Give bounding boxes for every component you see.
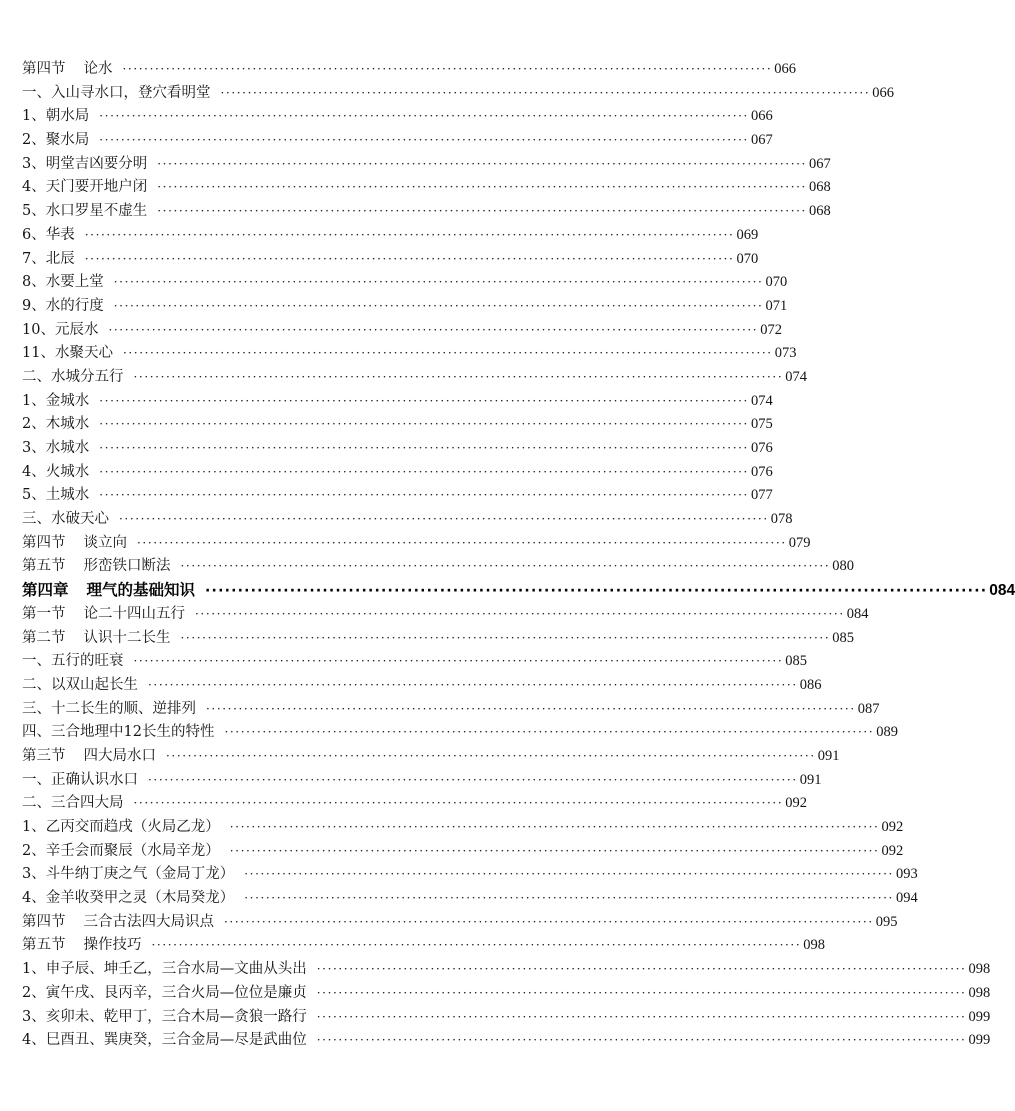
toc-page-number: 066 <box>750 108 773 125</box>
toc-page-number: 091 <box>817 747 840 764</box>
toc-entry-title <box>22 934 142 958</box>
toc-entry-title <box>22 319 98 343</box>
toc-dot-leader: ························································································································ <box>157 156 807 171</box>
toc-dot-leader: ························································································································ <box>151 938 802 953</box>
toc-entry-label: 3、亥卯未、乾甲丁，三合木局—贪狼一路行 <box>22 1008 307 1025</box>
toc-dot-leader: ························································································································ <box>99 417 749 432</box>
toc-item-row <box>22 295 788 319</box>
toc-page-number: 094 <box>895 890 918 907</box>
toc-page-number: 068 <box>808 179 831 196</box>
toc-dot-leader: ························································································································ <box>229 843 880 858</box>
toc-page-number: 072 <box>760 321 782 338</box>
toc-section-row <box>22 911 898 935</box>
toc-page-number: 091 <box>799 771 822 788</box>
toc-dot-leader: ························································································································ <box>157 204 807 219</box>
toc-item-row <box>22 176 831 200</box>
toc-entry-label: 第四章 <box>22 581 69 600</box>
toc-page-number: 092 <box>881 842 904 859</box>
toc-entry-title <box>22 603 185 627</box>
toc-page-number: 076 <box>750 440 773 456</box>
toc-page-number: 068 <box>808 203 831 220</box>
toc-page-number: 080 <box>832 558 854 575</box>
toc-page-number: 085 <box>785 653 807 670</box>
toc-page-number: 093 <box>895 866 918 883</box>
toc-entry-title <box>22 366 124 390</box>
toc-dot-leader: ························································································································ <box>99 488 749 503</box>
toc-section-row <box>22 603 869 627</box>
toc-entry-subtitle: 认识十二长生 <box>83 629 171 646</box>
toc-entry-subtitle: 论水 <box>83 61 113 77</box>
toc-entry-title <box>22 105 89 129</box>
toc-dot-leader: ························································································································ <box>99 464 749 479</box>
toc-dot-leader: ························································································································ <box>133 369 784 384</box>
toc-section-row <box>22 555 854 579</box>
toc-page-number: 089 <box>876 724 898 741</box>
toc-dot-leader: ························································································································ <box>148 772 798 787</box>
toc-entry-label: 一、入山寻水口，登穴看明堂 <box>22 84 211 101</box>
toc-dot-leader: ························································································································ <box>119 512 769 527</box>
toc-entry-title <box>22 248 75 272</box>
toc-dot-leader: ························································································································ <box>224 725 875 740</box>
toc-item-row <box>22 887 918 911</box>
toc-dot-leader: ························································································································ <box>99 393 749 408</box>
toc-item-row <box>22 413 773 437</box>
toc-dot-leader: ························································································································ <box>195 606 845 621</box>
toc-entry-label: 9、水的行度 <box>22 297 104 314</box>
toc-item-row <box>22 82 894 106</box>
toc-entry-label: 7、北辰 <box>22 250 75 267</box>
toc-entry-title <box>22 224 75 248</box>
toc-entry-title <box>22 698 196 722</box>
toc-entry-title <box>22 650 124 674</box>
toc-dot-leader: ························································································································ <box>206 701 856 716</box>
toc-page-number: 098 <box>803 937 825 954</box>
toc-item-row <box>22 390 773 414</box>
toc-item-row <box>22 674 822 698</box>
toc-entry-label: 3、斗牛纳丁庚之气（金局丁龙） <box>22 866 235 883</box>
toc-entry-title <box>22 484 89 508</box>
toc-entry-label: 3、水城水 <box>22 440 90 456</box>
toc-entry-subtitle: 形峦铁口断法 <box>83 558 171 575</box>
toc-entry-subtitle: 四大局水口 <box>83 747 156 764</box>
toc-entry-title <box>22 887 234 911</box>
toc-page-number: 092 <box>881 819 904 835</box>
toc-page-number: 074 <box>785 368 807 385</box>
toc-page-number: 075 <box>750 416 773 433</box>
toc-item-row <box>22 461 773 485</box>
toc-page-number: 099 <box>968 1032 991 1049</box>
toc-entry-label: 二、三合四大局 <box>22 795 124 812</box>
toc-item-row <box>22 484 773 508</box>
toc-entry-title <box>22 982 307 1006</box>
toc-entry-label: 4、巳酉丑、巽庚癸，三合金局—尽是武曲位 <box>22 1032 307 1049</box>
toc-page-number: 073 <box>774 345 797 362</box>
toc-entry-label: 2、木城水 <box>22 416 90 433</box>
toc-entry-label: 4、火城水 <box>22 463 90 480</box>
toc-dot-leader: ························································································································ <box>166 748 816 763</box>
toc-item-row <box>22 1006 991 1030</box>
toc-dot-leader: ························································································································ <box>113 275 764 290</box>
toc-item-row <box>22 863 918 887</box>
toc-entry-title <box>22 437 89 461</box>
toc-item-row <box>22 840 904 864</box>
toc-entry-title <box>22 176 147 200</box>
toc-entry-label: 二、水城分五行 <box>22 368 124 385</box>
toc-item-row <box>22 792 807 816</box>
toc-entry-label: 第五节 <box>22 937 66 954</box>
toc-page-number: 099 <box>968 1008 991 1025</box>
toc-entry-title <box>22 200 147 224</box>
toc-section-row <box>22 627 854 651</box>
toc-item-row <box>22 721 898 745</box>
toc-dot-leader: ························································································································ <box>316 962 967 977</box>
toc-entry-label: 第四节 <box>22 534 66 551</box>
toc-page-number: 084 <box>989 582 1015 600</box>
toc-entry-label: 4、金羊收癸甲之灵（木局癸龙） <box>22 890 235 907</box>
toc-entry-title <box>22 721 214 745</box>
toc-item-row <box>22 650 807 674</box>
toc-entry-title <box>22 532 127 556</box>
toc-entry-title <box>22 342 113 366</box>
toc-dot-leader: ························································································································ <box>224 914 874 929</box>
toc-entry-label: 2、辛壬会而聚辰（水局辛龙） <box>22 842 220 859</box>
toc-entry-label: 1、乙丙交而趋戌（火局乙龙） <box>22 819 220 835</box>
toc-entry-title <box>22 674 138 698</box>
toc-page-number: 066 <box>872 84 894 101</box>
toc-entry-subtitle: 谈立向 <box>83 534 127 551</box>
toc-entry-title <box>22 271 104 295</box>
toc-entry-title <box>22 82 211 106</box>
toc-entry-subtitle: 三合古法四大局识点 <box>83 913 214 930</box>
toc-entry-label: 2、寅午戌、艮丙辛，三合火局—位位是廉贞 <box>22 984 307 1001</box>
toc-entry-title <box>22 792 124 816</box>
toc-entry-title <box>22 153 147 177</box>
toc-dot-leader: ························································································································ <box>137 535 787 550</box>
toc-item-row <box>22 153 831 177</box>
toc-page-number: 079 <box>788 534 811 551</box>
toc-entry-label: 1、朝水局 <box>22 108 90 125</box>
toc-page-number: 074 <box>750 392 773 409</box>
toc-entry-title <box>22 508 109 532</box>
toc-entry-title <box>22 579 195 603</box>
toc-item-row <box>22 224 759 248</box>
toc-item-row <box>22 958 991 982</box>
toc-entry-label: 一、正确认识水口 <box>22 771 138 788</box>
toc-dot-leader: ························································································································ <box>84 251 735 266</box>
toc-dot-leader: ························································································································ <box>205 583 988 600</box>
toc-entry-label: 3、明堂吉凶要分明 <box>22 155 148 172</box>
toc-entry-title <box>22 413 89 437</box>
toc-item-row <box>22 982 991 1006</box>
toc-dot-leader: ························································································································ <box>180 559 831 574</box>
toc-entry-title <box>22 555 171 579</box>
toc-dot-leader: ························································································································ <box>316 1033 967 1048</box>
toc-entry-label: 8、水要上堂 <box>22 274 104 291</box>
toc-entry-label: 6、华表 <box>22 226 75 243</box>
toc-item-row <box>22 105 773 129</box>
toc-entry-subtitle: 理气的基础知识 <box>86 581 196 600</box>
toc-entry-title <box>22 627 171 651</box>
toc-entry-label: 第四节 <box>22 913 66 930</box>
toc-item-row <box>22 816 904 840</box>
toc-entry-title <box>22 390 89 414</box>
toc-entry-title <box>22 129 89 153</box>
toc-entry-label: 四、三合地理中12长生的特性 <box>22 724 215 741</box>
toc-section-row <box>22 532 811 556</box>
toc-entry-title <box>22 840 220 864</box>
toc-item-row <box>22 342 797 366</box>
toc-entry-title <box>22 816 220 840</box>
toc-dot-leader: ························································································································ <box>122 62 773 76</box>
toc-item-row <box>22 129 773 153</box>
toc-dot-leader: ························································································································ <box>157 180 807 195</box>
toc-page-number: 069 <box>736 226 759 243</box>
toc-dot-leader: ························································································································ <box>108 322 759 337</box>
toc-page-number: 085 <box>832 629 854 646</box>
toc-dot-leader: ························································································································ <box>113 298 764 313</box>
toc-page-number: 066 <box>774 61 796 77</box>
toc-entry-title <box>22 58 113 82</box>
toc-page-number: 071 <box>765 297 788 314</box>
toc-entry-title <box>22 295 104 319</box>
toc-item-row <box>22 698 880 722</box>
toc-item-row <box>22 248 759 272</box>
toc-entry-label: 5、水口罗星不虚生 <box>22 203 148 220</box>
toc-dot-leader: ························································································································ <box>229 820 880 834</box>
toc-chapter-row <box>22 579 1015 603</box>
toc-section-row <box>22 745 840 769</box>
toc-page-number: 098 <box>968 984 991 1001</box>
toc-entry-label: 三、十二长生的顺、逆排列 <box>22 700 196 717</box>
toc-entry-label: 1、金城水 <box>22 392 90 409</box>
toc-page-number: 070 <box>736 250 759 267</box>
toc-entry-title <box>22 958 307 982</box>
toc-item-row <box>22 1029 991 1053</box>
toc-page-number: 070 <box>765 274 788 291</box>
toc-item-row <box>22 437 773 461</box>
toc-item-row <box>22 508 793 532</box>
table-of-contents <box>22 58 1015 1053</box>
toc-entry-title <box>22 863 234 887</box>
toc-dot-leader: ························································································································ <box>84 227 735 242</box>
toc-entry-label: 三、水破天心 <box>22 511 109 528</box>
toc-dot-leader: ························································································································ <box>180 630 831 645</box>
toc-dot-leader: ························································································································ <box>244 891 894 906</box>
toc-page-number: 077 <box>750 487 773 504</box>
toc-page-number: 067 <box>750 132 773 149</box>
toc-item-row <box>22 200 831 224</box>
toc-item-row <box>22 366 807 390</box>
toc-page-number: 076 <box>750 463 773 480</box>
toc-dot-leader: ························································································································ <box>316 1009 967 1024</box>
toc-entry-subtitle: 操作技巧 <box>83 937 142 954</box>
toc-page-number: 087 <box>857 700 880 717</box>
toc-page-number: 095 <box>875 913 898 930</box>
toc-entry-label: 11、水聚天心 <box>22 345 113 362</box>
toc-dot-leader: ························································································································ <box>122 346 773 361</box>
toc-page-number: 084 <box>846 605 869 622</box>
toc-item-row <box>22 769 822 793</box>
toc-dot-leader: ························································································································ <box>99 109 749 124</box>
toc-item-row <box>22 271 788 295</box>
toc-section-row <box>22 58 796 82</box>
toc-entry-title <box>22 1029 307 1053</box>
toc-entry-title <box>22 911 214 935</box>
toc-dot-leader: ························································································································ <box>244 867 894 882</box>
toc-entry-label: 1、申子辰、坤壬乙，三合水局—文曲从头出 <box>22 961 307 978</box>
toc-entry-subtitle: 论二十四山五行 <box>83 605 185 622</box>
toc-dot-leader: ························································································································ <box>99 441 749 455</box>
toc-entry-title <box>22 745 156 769</box>
toc-entry-label: 4、天门要开地户闭 <box>22 179 148 196</box>
toc-page-number: 067 <box>808 155 831 172</box>
toc-dot-leader: ························································································································ <box>99 133 749 148</box>
toc-dot-leader: ························································································································ <box>133 796 784 811</box>
toc-entry-title <box>22 769 138 793</box>
toc-section-row <box>22 934 825 958</box>
toc-entry-title <box>22 1006 307 1030</box>
toc-dot-leader: ························································································································ <box>316 985 967 1000</box>
toc-page-number: 098 <box>968 961 991 978</box>
toc-entry-label: 第五节 <box>22 558 66 575</box>
toc-entry-label: 第一节 <box>22 605 66 622</box>
toc-page-number: 078 <box>770 511 793 528</box>
toc-entry-label: 10、元辰水 <box>22 321 99 338</box>
toc-page-number: 092 <box>785 795 807 812</box>
toc-dot-leader: ························································································································ <box>133 654 784 669</box>
toc-entry-label: 一、五行的旺衰 <box>22 653 124 670</box>
toc-entry-label: 5、土城水 <box>22 487 90 504</box>
toc-entry-label: 二、以双山起长生 <box>22 676 138 693</box>
toc-entry-label: 第四节 <box>22 61 66 77</box>
toc-page-number: 086 <box>799 676 822 693</box>
toc-entry-label: 第三节 <box>22 747 66 764</box>
toc-dot-leader: ························································································································ <box>220 85 871 100</box>
toc-dot-leader: ························································································································ <box>148 677 798 692</box>
toc-entry-label: 2、聚水局 <box>22 132 90 149</box>
toc-entry-label: 第二节 <box>22 629 66 646</box>
toc-entry-title <box>22 461 89 485</box>
toc-item-row <box>22 319 782 343</box>
